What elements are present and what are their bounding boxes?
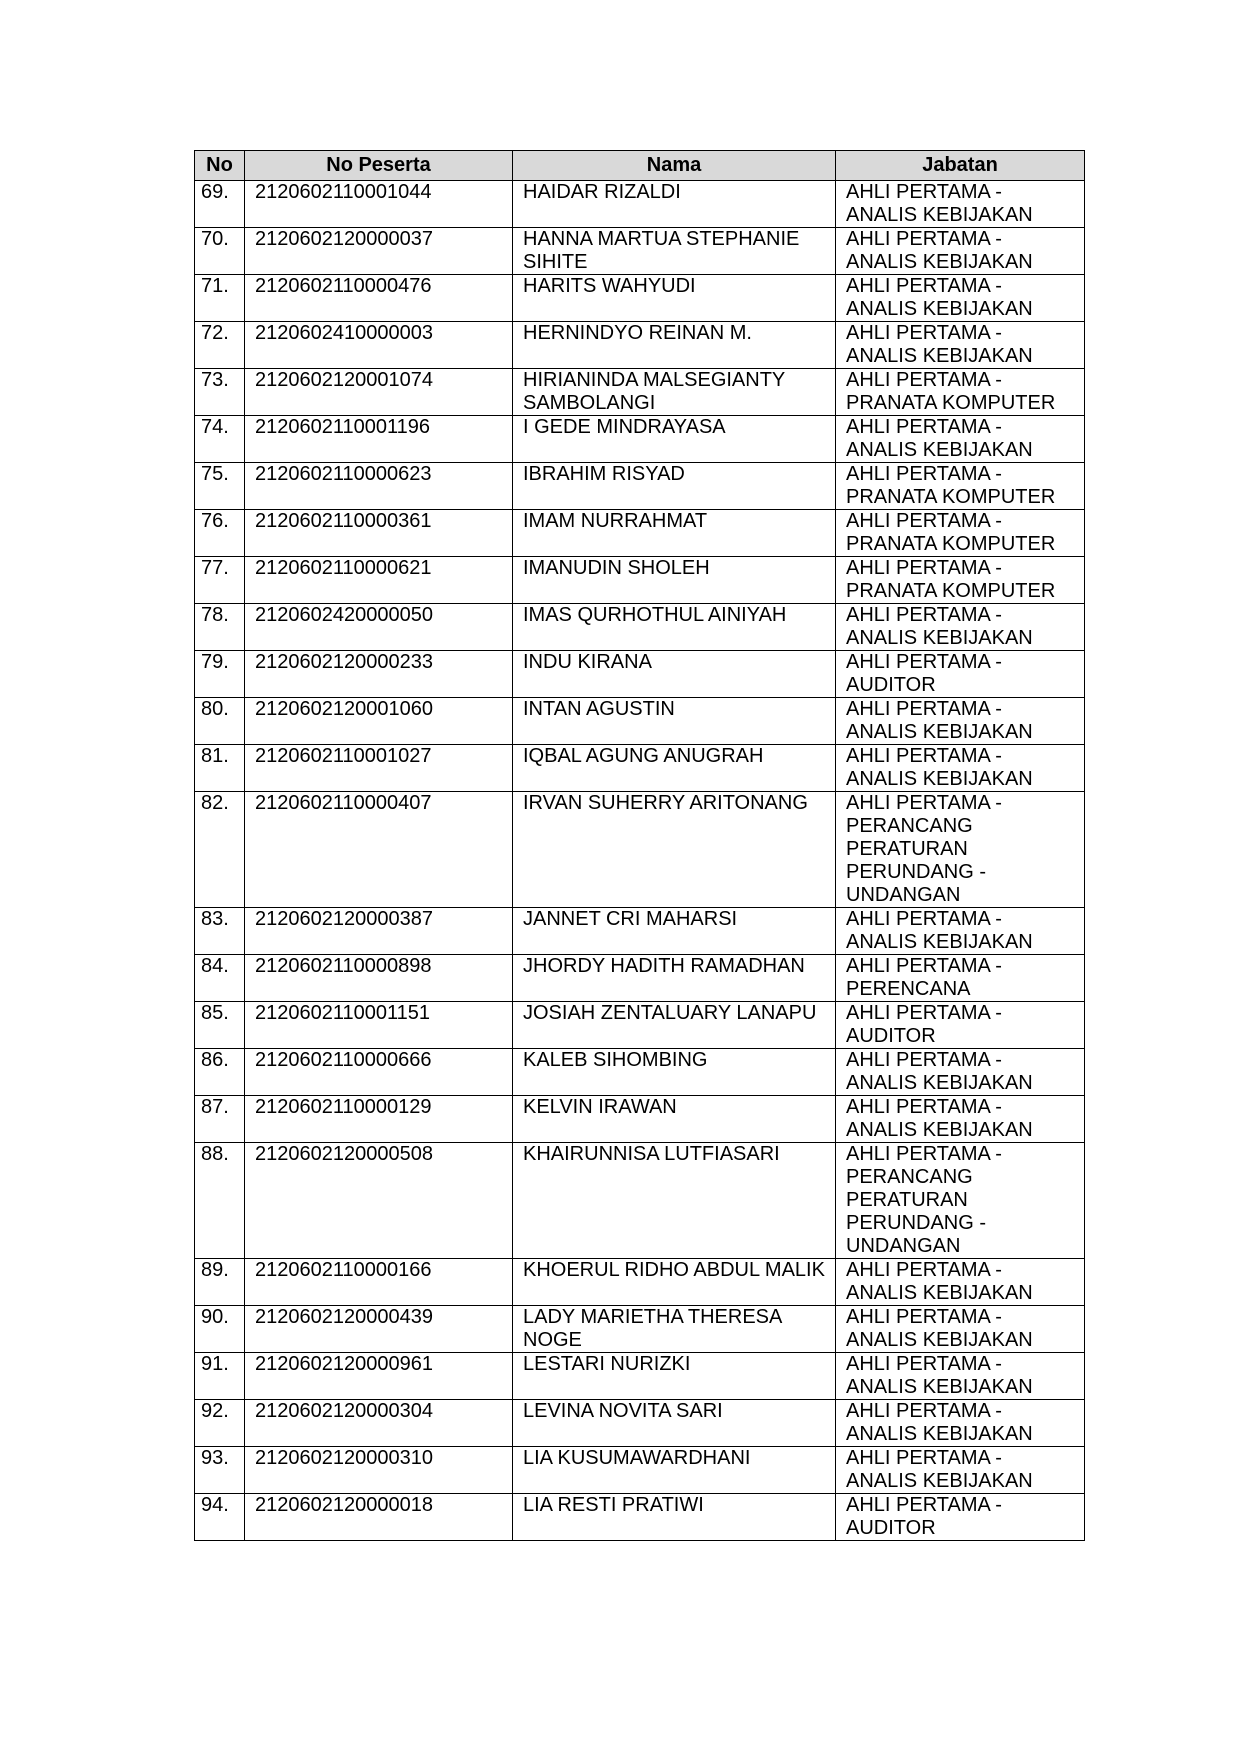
cell-nama: INDU KIRANA [513, 651, 836, 698]
cell-jabatan: AHLI PERTAMA - PRANATA KOMPUTER [836, 557, 1085, 604]
table-header [195, 151, 1085, 181]
table-row [195, 369, 1085, 416]
cell-nama: KHOERUL RIDHO ABDUL MALIK [513, 1259, 836, 1306]
cell-nama: IRVAN SUHERRY ARITONANG [513, 792, 836, 908]
cell-jabatan: AHLI PERTAMA - ANALIS KEBIJAKAN [836, 1049, 1085, 1096]
table-body [195, 181, 1085, 1541]
cell-no: 75. [195, 463, 245, 510]
cell-nama: HIRIANINDA MALSEGIANTY SAMBOLANGI [513, 369, 836, 416]
table-row [195, 181, 1085, 228]
cell-no: 79. [195, 651, 245, 698]
cell-nama: HAIDAR RIZALDI [513, 181, 836, 228]
table-row [195, 510, 1085, 557]
cell-jabatan: AHLI PERTAMA - AUDITOR [836, 1494, 1085, 1541]
table-row [195, 416, 1085, 463]
cell-no-peserta: 2120602110001151 [245, 1002, 513, 1049]
cell-jabatan: AHLI PERTAMA - PERANCANG PERATURAN PERUNDANG - UNDANGAN [836, 1143, 1085, 1259]
cell-no-peserta: 2120602120000018 [245, 1494, 513, 1541]
cell-jabatan: AHLI PERTAMA - ANALIS KEBIJAKAN [836, 1306, 1085, 1353]
cell-no: 77. [195, 557, 245, 604]
participant-table [194, 150, 1085, 1541]
cell-no: 76. [195, 510, 245, 557]
cell-jabatan: AHLI PERTAMA - ANALIS KEBIJAKAN [836, 275, 1085, 322]
cell-jabatan: AHLI PERTAMA - ANALIS KEBIJAKAN [836, 745, 1085, 792]
cell-no-peserta: 2120602110000666 [245, 1049, 513, 1096]
cell-no: 90. [195, 1306, 245, 1353]
table-row [195, 228, 1085, 275]
table-row [195, 1259, 1085, 1306]
cell-nama: HARITS WAHYUDI [513, 275, 836, 322]
cell-nama: I GEDE MINDRAYASA [513, 416, 836, 463]
cell-nama: JHORDY HADITH RAMADHAN [513, 955, 836, 1002]
cell-jabatan: AHLI PERTAMA - ANALIS KEBIJAKAN [836, 228, 1085, 275]
cell-no: 78. [195, 604, 245, 651]
cell-no-peserta: 2120602110001027 [245, 745, 513, 792]
cell-nama: IMAM NURRAHMAT [513, 510, 836, 557]
cell-no: 86. [195, 1049, 245, 1096]
cell-jabatan: AHLI PERTAMA - ANALIS KEBIJAKAN [836, 1400, 1085, 1447]
header-nama: Nama [513, 151, 836, 181]
cell-no: 73. [195, 369, 245, 416]
cell-no-peserta: 2120602420000050 [245, 604, 513, 651]
cell-jabatan: AHLI PERTAMA - ANALIS KEBIJAKAN [836, 1259, 1085, 1306]
header-no-peserta: No Peserta [245, 151, 513, 181]
cell-jabatan: AHLI PERTAMA - ANALIS KEBIJAKAN [836, 908, 1085, 955]
header-no: No [195, 151, 245, 181]
cell-nama: JANNET CRI MAHARSI [513, 908, 836, 955]
cell-no-peserta: 2120602110001196 [245, 416, 513, 463]
table-row [195, 275, 1085, 322]
cell-no-peserta: 2120602120000310 [245, 1447, 513, 1494]
cell-no: 93. [195, 1447, 245, 1494]
cell-no-peserta: 2120602120000961 [245, 1353, 513, 1400]
cell-jabatan: AHLI PERTAMA - ANALIS KEBIJAKAN [836, 698, 1085, 745]
cell-nama: HERNINDYO REINAN M. [513, 322, 836, 369]
table-row [195, 604, 1085, 651]
cell-jabatan: AHLI PERTAMA - ANALIS KEBIJAKAN [836, 322, 1085, 369]
cell-no-peserta: 2120602120000439 [245, 1306, 513, 1353]
cell-nama: IMAS QURHOTHUL AINIYAH [513, 604, 836, 651]
cell-jabatan: AHLI PERTAMA - ANALIS KEBIJAKAN [836, 181, 1085, 228]
cell-no-peserta: 2120602120000304 [245, 1400, 513, 1447]
table-row [195, 908, 1085, 955]
cell-nama: KHAIRUNNISA LUTFIASARI [513, 1143, 836, 1259]
table-row [195, 698, 1085, 745]
header-jabatan: Jabatan [836, 151, 1085, 181]
cell-no-peserta: 2120602120001074 [245, 369, 513, 416]
cell-nama: JOSIAH ZENTALUARY LANAPU [513, 1002, 836, 1049]
cell-no-peserta: 2120602110000361 [245, 510, 513, 557]
cell-jabatan: AHLI PERTAMA - AUDITOR [836, 651, 1085, 698]
cell-nama: LIA KUSUMAWARDHANI [513, 1447, 836, 1494]
cell-no: 91. [195, 1353, 245, 1400]
cell-nama: IBRAHIM RISYAD [513, 463, 836, 510]
cell-no: 89. [195, 1259, 245, 1306]
cell-jabatan: AHLI PERTAMA - PRANATA KOMPUTER [836, 369, 1085, 416]
cell-nama: LEVINA NOVITA SARI [513, 1400, 836, 1447]
cell-nama: HANNA MARTUA STEPHANIE SIHITE [513, 228, 836, 275]
table-row [195, 745, 1085, 792]
cell-nama: LIA RESTI PRATIWI [513, 1494, 836, 1541]
cell-nama: KALEB SIHOMBING [513, 1049, 836, 1096]
cell-no: 69. [195, 181, 245, 228]
cell-jabatan: AHLI PERTAMA - ANALIS KEBIJAKAN [836, 1096, 1085, 1143]
cell-no-peserta: 2120602110000166 [245, 1259, 513, 1306]
cell-nama: LESTARI NURIZKI [513, 1353, 836, 1400]
cell-no: 82. [195, 792, 245, 908]
table-row [195, 1096, 1085, 1143]
cell-jabatan: AHLI PERTAMA - ANALIS KEBIJAKAN [836, 1353, 1085, 1400]
cell-no: 85. [195, 1002, 245, 1049]
cell-no-peserta: 2120602110000476 [245, 275, 513, 322]
cell-jabatan: AHLI PERTAMA - PRANATA KOMPUTER [836, 510, 1085, 557]
table-row [195, 463, 1085, 510]
cell-no: 81. [195, 745, 245, 792]
cell-nama: INTAN AGUSTIN [513, 698, 836, 745]
table-row [195, 1306, 1085, 1353]
cell-nama: KELVIN IRAWAN [513, 1096, 836, 1143]
cell-nama: IQBAL AGUNG ANUGRAH [513, 745, 836, 792]
cell-no-peserta: 2120602120001060 [245, 698, 513, 745]
cell-no: 72. [195, 322, 245, 369]
table-row [195, 1400, 1085, 1447]
cell-no: 83. [195, 908, 245, 955]
cell-no: 74. [195, 416, 245, 463]
cell-no-peserta: 2120602110000407 [245, 792, 513, 908]
table-row [195, 792, 1085, 908]
table-row [195, 955, 1085, 1002]
cell-no: 70. [195, 228, 245, 275]
cell-no-peserta: 2120602110001044 [245, 181, 513, 228]
cell-no: 84. [195, 955, 245, 1002]
cell-no: 71. [195, 275, 245, 322]
cell-no-peserta: 2120602110000129 [245, 1096, 513, 1143]
table-row [195, 557, 1085, 604]
cell-no-peserta: 2120602120000233 [245, 651, 513, 698]
cell-no: 92. [195, 1400, 245, 1447]
cell-no: 88. [195, 1143, 245, 1259]
cell-jabatan: AHLI PERTAMA - ANALIS KEBIJAKAN [836, 1447, 1085, 1494]
table-row [195, 322, 1085, 369]
table-row [195, 1049, 1085, 1096]
cell-jabatan: AHLI PERTAMA - AUDITOR [836, 1002, 1085, 1049]
cell-no: 80. [195, 698, 245, 745]
header-row [195, 151, 1085, 181]
table-row [195, 1353, 1085, 1400]
cell-no-peserta: 2120602120000508 [245, 1143, 513, 1259]
cell-no-peserta: 2120602120000387 [245, 908, 513, 955]
cell-no: 87. [195, 1096, 245, 1143]
table-row [195, 651, 1085, 698]
table-row [195, 1002, 1085, 1049]
cell-nama: LADY MARIETHA THERESA NOGE [513, 1306, 836, 1353]
table-row [195, 1447, 1085, 1494]
cell-no-peserta: 2120602110000623 [245, 463, 513, 510]
table-row [195, 1143, 1085, 1259]
cell-jabatan: AHLI PERTAMA - PRANATA KOMPUTER [836, 463, 1085, 510]
cell-jabatan: AHLI PERTAMA - PERANCANG PERATURAN PERUNDANG - UNDANGAN [836, 792, 1085, 908]
cell-jabatan: AHLI PERTAMA - ANALIS KEBIJAKAN [836, 604, 1085, 651]
cell-jabatan: AHLI PERTAMA - ANALIS KEBIJAKAN [836, 416, 1085, 463]
cell-no-peserta: 2120602410000003 [245, 322, 513, 369]
cell-no-peserta: 2120602110000621 [245, 557, 513, 604]
cell-jabatan: AHLI PERTAMA - PERENCANA [836, 955, 1085, 1002]
table-row [195, 1494, 1085, 1541]
cell-no-peserta: 2120602120000037 [245, 228, 513, 275]
cell-no-peserta: 2120602110000898 [245, 955, 513, 1002]
cell-nama: IMANUDIN SHOLEH [513, 557, 836, 604]
cell-no: 94. [195, 1494, 245, 1541]
